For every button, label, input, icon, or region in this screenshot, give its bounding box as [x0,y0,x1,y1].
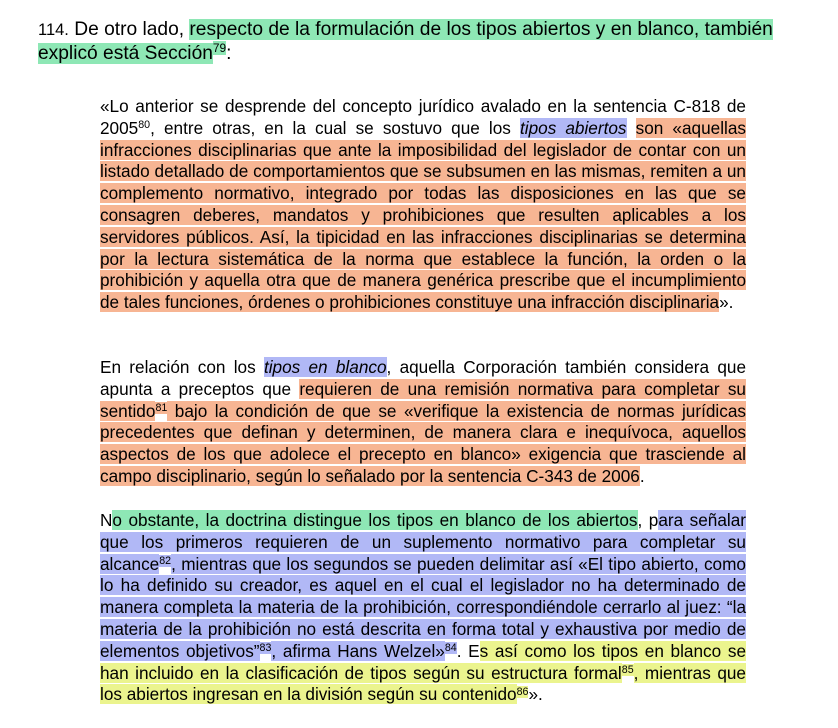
p1-text-1: «Lo anterior se desprende del concepto jurídico avalado en la sentencia C-818 de 2005 [100,96,746,138]
heading-tail: : [226,43,232,64]
quote-paragraph-1 [100,96,746,314]
p2-text-1: En relación con los [100,357,264,377]
footnote-ref-83[interactable]: 83 [259,641,272,654]
footnote-ref-84[interactable]: 84 [444,641,457,654]
footnote-ref-86[interactable]: 86 [516,685,529,698]
p3-blue-highlight-1: ara señalar que los primeros requieren de un suplemento normativo para completar su alcance [100,510,746,574]
heading-lead: De otro lado, [68,19,190,40]
footnote-ref-82[interactable]: 82 [159,554,172,567]
heading-highlight: respecto de la formulación de los tipos abiertos y en blanco, también explicó está Sección [38,19,773,64]
p1-highlight: son «aquellas infracciones disciplinarias que ante la imposibilidad del legislador de contar con un listado detallado de comportamientos que se subsumen en las mismas, remiten a un complemento normativo, integrado por todas las disposiciones en las que se consagren deberes, mandatos y prohibiciones que resulten aplicables a los servidores públicos. Así, la tipicidad en las infracciones disciplinarias se determina por la lectura sistemática de la norma que establece la función, la orden o la prohibición y aquella otra que de manera genérica prescribe que el incumplimiento de tales funciones, órdenes o prohibiciones constituye una infracción disciplinaria [100,117,747,313]
p3-blue-highlight-2: , mientras que los segundos se pueden delimitar así «El tipo abierto, como lo ha definido su creador, es aquel en el cual el legislador no ha determinado de manera completa la materia de la prohibición, correspondiéndole cerrarlo al juez: “la materia de la prohibición no está descrita en forma total y exhaustiva por medio de elementos objetivos” [100,553,746,661]
p2-text-2: , aquella Corporación también considera que apunta a preceptos que [100,357,747,399]
p3-yellow-highlight-2: , mientras que los abiertos ingresan en la división según su contenido [100,662,746,705]
p2-text-3: . [639,465,645,486]
p3-blue-highlight-3: , afirma Hans Welzel» [271,640,445,661]
p1-text-4: ». [719,292,734,313]
p1-text-3 [627,118,636,138]
p3-yellow-highlight-1: s así como los tipos en blanco se han incluido en la clasificación de tipos según su estructura formal [100,640,747,683]
quote-paragraph-3 [100,510,746,706]
quote-paragraph-2 [100,357,746,488]
footnote-ref-85[interactable]: 85 [621,663,634,676]
p3-text-3: . E [456,640,480,661]
p3-text-4: ». [528,684,543,705]
paragraph-114 [38,18,813,65]
term-tipos-abiertos: tipos abiertos [519,117,627,138]
p3-green-highlight: o obstante, la doctrina distingue los tipos en blanco de los abiertos [112,510,638,530]
p1-text-2: , entre otras, en la cual se sostuvo que los [150,117,520,138]
p2-highlight-2: bajo la condición de que se «verifique la existencia de normas jurídicas precedentes que definan y determinen, de manera clara e inequívoca, aquellos aspectos de los que adolece el precepto en blanco» exigencia que trasciende al campo disciplinario, según lo señalado por la sentencia C-343 de 2006 [100,400,746,486]
term-tipos-en-blanco: tipos en blanco [263,357,387,377]
footnote-ref-79[interactable]: 79 [212,41,227,56]
p2-highlight-1: requieren de una remisión normativa para completar su sentido [100,378,746,421]
footnote-ref-81[interactable]: 81 [155,401,168,414]
footnote-ref-80[interactable]: 80 [138,118,151,131]
p3-text-2: , p [637,510,659,530]
p3-text-1: N [100,510,113,530]
paragraph-number: 114. [38,21,69,39]
